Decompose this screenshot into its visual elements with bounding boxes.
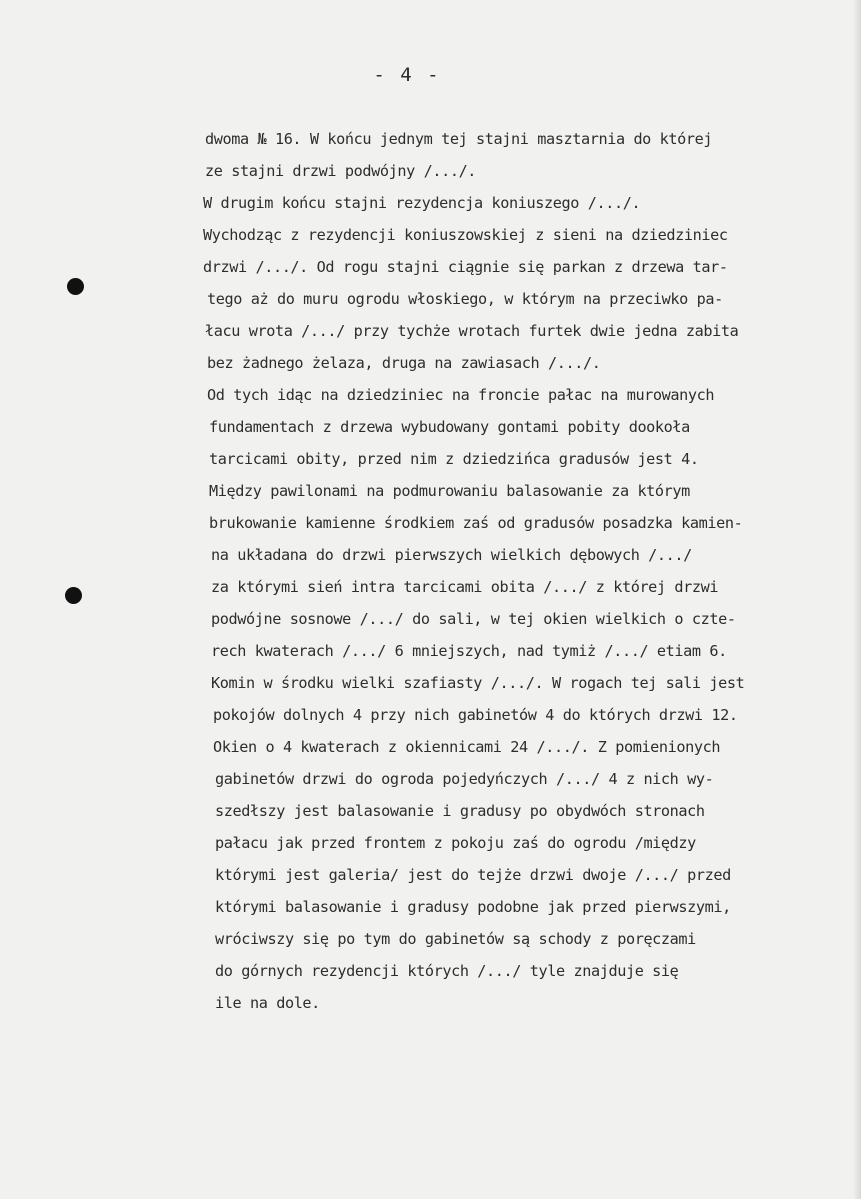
text-line: Komin w środku wielki szafiasty /.../. W rogach tej sali jest xyxy=(211,674,745,692)
text-line: Między pawilonami na podmurowaniu balasowanie za którym xyxy=(209,482,690,500)
text-line: ile na dole. xyxy=(215,994,320,1012)
text-line: którymi jest galeria/ jest do tejże drzwi dwoje /.../ przed xyxy=(215,866,731,884)
text-line: Okien o 4 kwaterach z okiennicami 24 /.../. Z pomienionych xyxy=(213,738,721,756)
text-line: na układana do drzwi pierwszych wielkich dębowych /.../ xyxy=(211,546,692,564)
text-line: ze stajni drzwi podwójny /.../. xyxy=(205,162,477,180)
text-line: rech kwaterach /.../ 6 mniejszych, nad tymiż /.../ etiam 6. xyxy=(211,642,727,660)
page-number: - 4 - xyxy=(373,64,441,86)
text-line: łacu wrota /.../ przy tychże wrotach furtek dwie jedna zabita xyxy=(205,322,739,340)
typed-text-body xyxy=(203,123,853,1019)
text-line: którymi balasowanie i gradusy podobne jak przed pierwszymi, xyxy=(215,898,731,916)
text-line: podwójne sosnowe /.../ do sali, w tej okien wielkich o czte- xyxy=(211,610,736,628)
text-line: fundamentach z drzewa wybudowany gontami pobity dookoła xyxy=(209,418,690,436)
text-line: gabinetów drzwi do ogroda pojedyńczych /.../ 4 z nich wy- xyxy=(215,770,714,788)
text-line: do górnych rezydencji których /.../ tyle znajduje się xyxy=(215,962,679,980)
text-line: Wychodząc z rezydencji koniuszowskiej z sieni na dziedziniec xyxy=(203,226,728,244)
text-line: drzwi /.../. Od rogu stajni ciągnie się parkan z drzewa tar- xyxy=(203,258,728,276)
text-line: pokojów dolnych 4 przy nich gabinetów 4 do których drzwi 12. xyxy=(213,706,738,724)
text-line: wróciwszy się po tym do gabinetów są schody z poręczami xyxy=(215,930,696,948)
punch-hole xyxy=(67,278,84,295)
text-line: bez żadnego żelaza, druga na zawiasach /.../. xyxy=(207,354,601,372)
text-line: pałacu jak przed frontem z pokoju zaś do ogrodu /między xyxy=(215,834,696,852)
text-line: dwoma № 16. W końcu jednym tej stajni masztarnia do której xyxy=(205,130,713,148)
text-line: szedłszy jest balasowanie i gradusy po obydwóch stronach xyxy=(215,802,705,820)
text-line: tarcicami obity, przed nim z dziedzińca gradusów jest 4. xyxy=(209,450,699,468)
text-line: za którymi sień intra tarcicami obita /.../ z której drzwi xyxy=(211,578,719,596)
text-line: brukowanie kamienne środkiem zaś od gradusów posadzka kamien- xyxy=(209,514,743,532)
punch-hole xyxy=(65,587,82,604)
page-edge-shadow xyxy=(853,0,861,1199)
text-line: Od tych idąc na dziedziniec na froncie pałac na murowanych xyxy=(207,386,715,404)
text-line: tego aż do muru ogrodu włoskiego, w którym na przeciwko pa- xyxy=(207,290,723,308)
text-line: W drugim końcu stajni rezydencja koniuszego /.../. xyxy=(203,194,641,212)
